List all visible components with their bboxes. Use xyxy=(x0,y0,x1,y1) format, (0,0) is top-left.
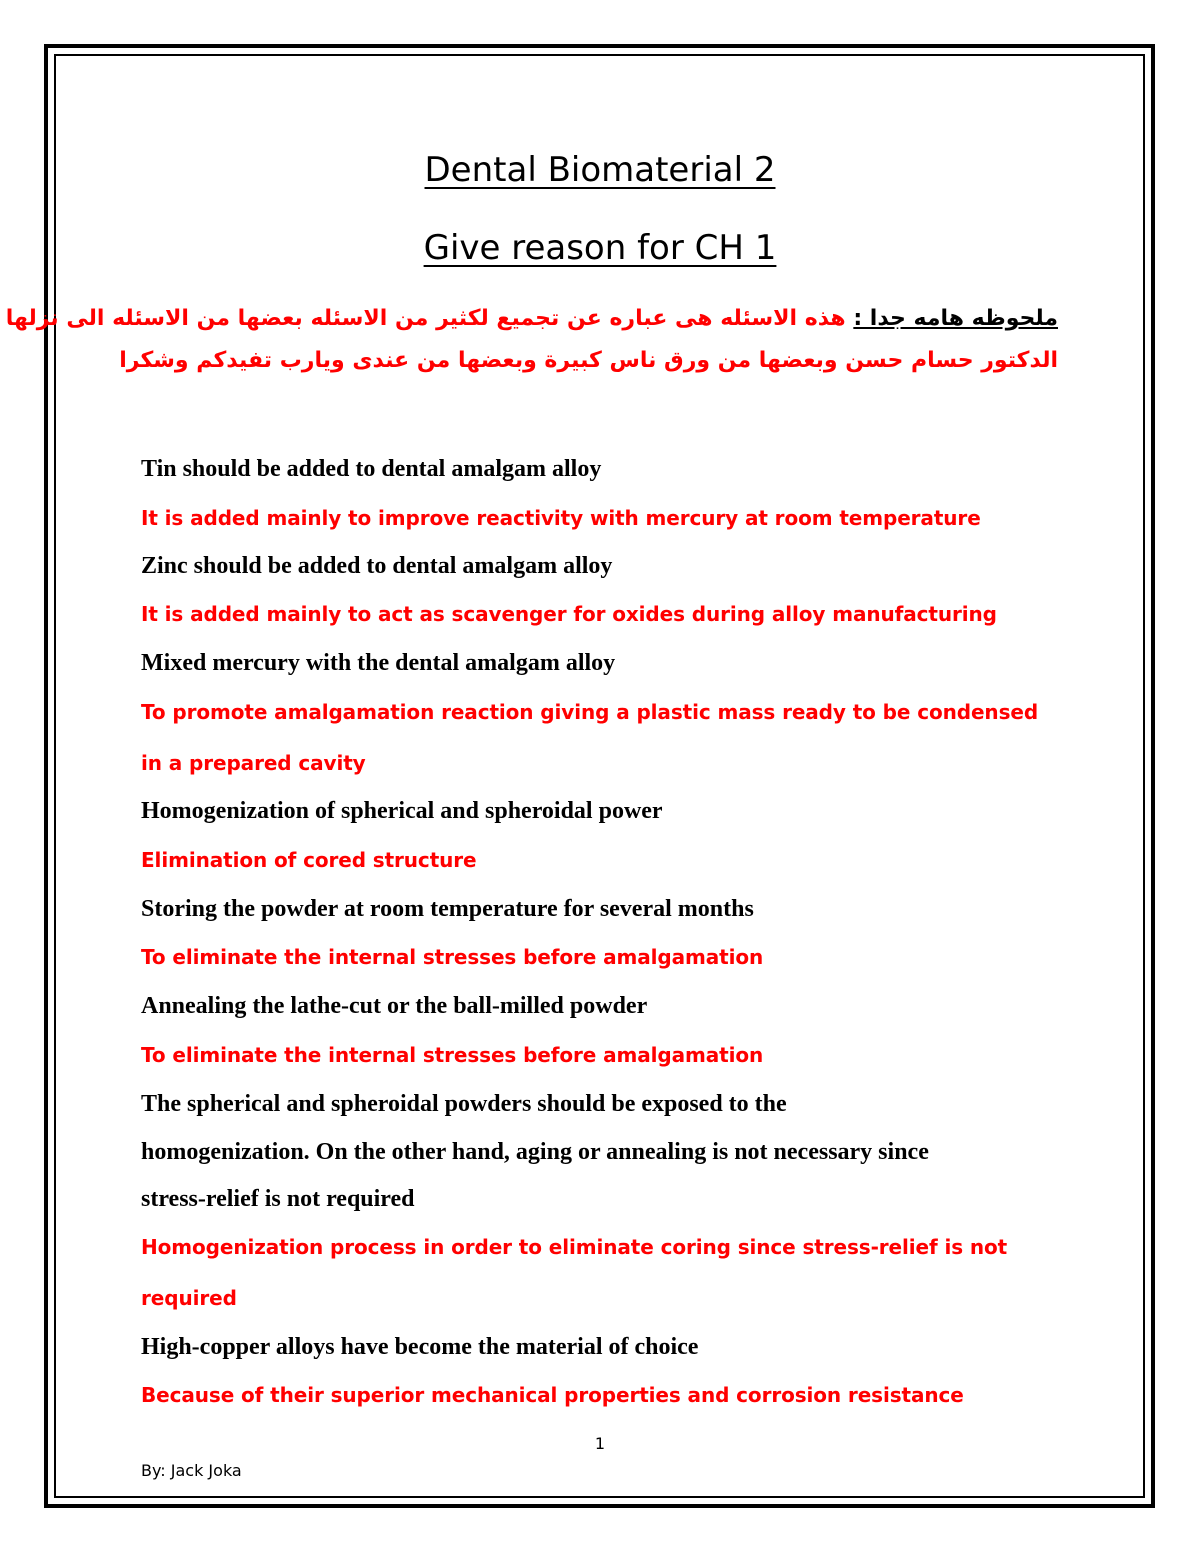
author-credit: By: Jack Joka xyxy=(141,1461,242,1480)
note-line-2: الدكتور حسام حسن وبعضها من ورق ناس كبيرة وبعضها من عندى ويارب تفيدكم وشكرا xyxy=(119,348,1058,373)
question-line: stress-relief is not required xyxy=(141,1186,415,1212)
answer-line: It is added mainly to improve reactivity with mercury at room temperature xyxy=(141,506,981,530)
question-line: Annealing the lathe-cut or the ball-milled powder xyxy=(141,993,648,1019)
answer-line: required xyxy=(141,1286,237,1310)
answer-line: Elimination of cored structure xyxy=(141,848,477,872)
question-line: Homogenization of spherical and spheroidal power xyxy=(141,798,663,824)
question-line: homogenization. On the other hand, aging or annealing is not necessary since xyxy=(141,1139,929,1165)
page-border-inner xyxy=(54,54,1145,1498)
document-title: Dental Biomaterial 2 xyxy=(424,150,776,190)
note-label: ملحوظه هامه جدا : xyxy=(853,306,1058,331)
question-line: High-copper alloys have become the material of choice xyxy=(141,1334,699,1360)
question-line: The spherical and spheroidal powders should be exposed to the xyxy=(141,1091,787,1117)
answer-line: It is added mainly to act as scavenger for oxides during alloy manufacturing xyxy=(141,602,997,626)
question-line: Tin should be added to dental amalgam alloy xyxy=(141,456,602,482)
answer-line: Because of their superior mechanical properties and corrosion resistance xyxy=(141,1383,964,1407)
answer-line: To promote amalgamation reaction giving a plastic mass ready to be condensed xyxy=(141,700,1039,724)
answer-line: Homogenization process in order to eliminate coring since stress-relief is not xyxy=(141,1235,1008,1259)
document-subtitle: Give reason for CH 1 xyxy=(423,228,777,268)
question-line: Zinc should be added to dental amalgam alloy xyxy=(141,553,613,579)
answer-line: To eliminate the internal stresses before amalgamation xyxy=(141,945,764,969)
page-number: 1 xyxy=(594,1434,606,1453)
question-line: Storing the powder at room temperature for several months xyxy=(141,896,754,922)
answer-line: To eliminate the internal stresses before amalgamation xyxy=(141,1043,764,1067)
note-text-1: هذه الاسئله هى عباره عن تجميع لكثير من الاسئله بعضها من الاسئله الى نزلها xyxy=(5,306,854,331)
answer-line: in a prepared cavity xyxy=(141,751,366,775)
question-line: Mixed mercury with the dental amalgam alloy xyxy=(141,650,616,676)
note-line-1 xyxy=(6,306,1058,331)
